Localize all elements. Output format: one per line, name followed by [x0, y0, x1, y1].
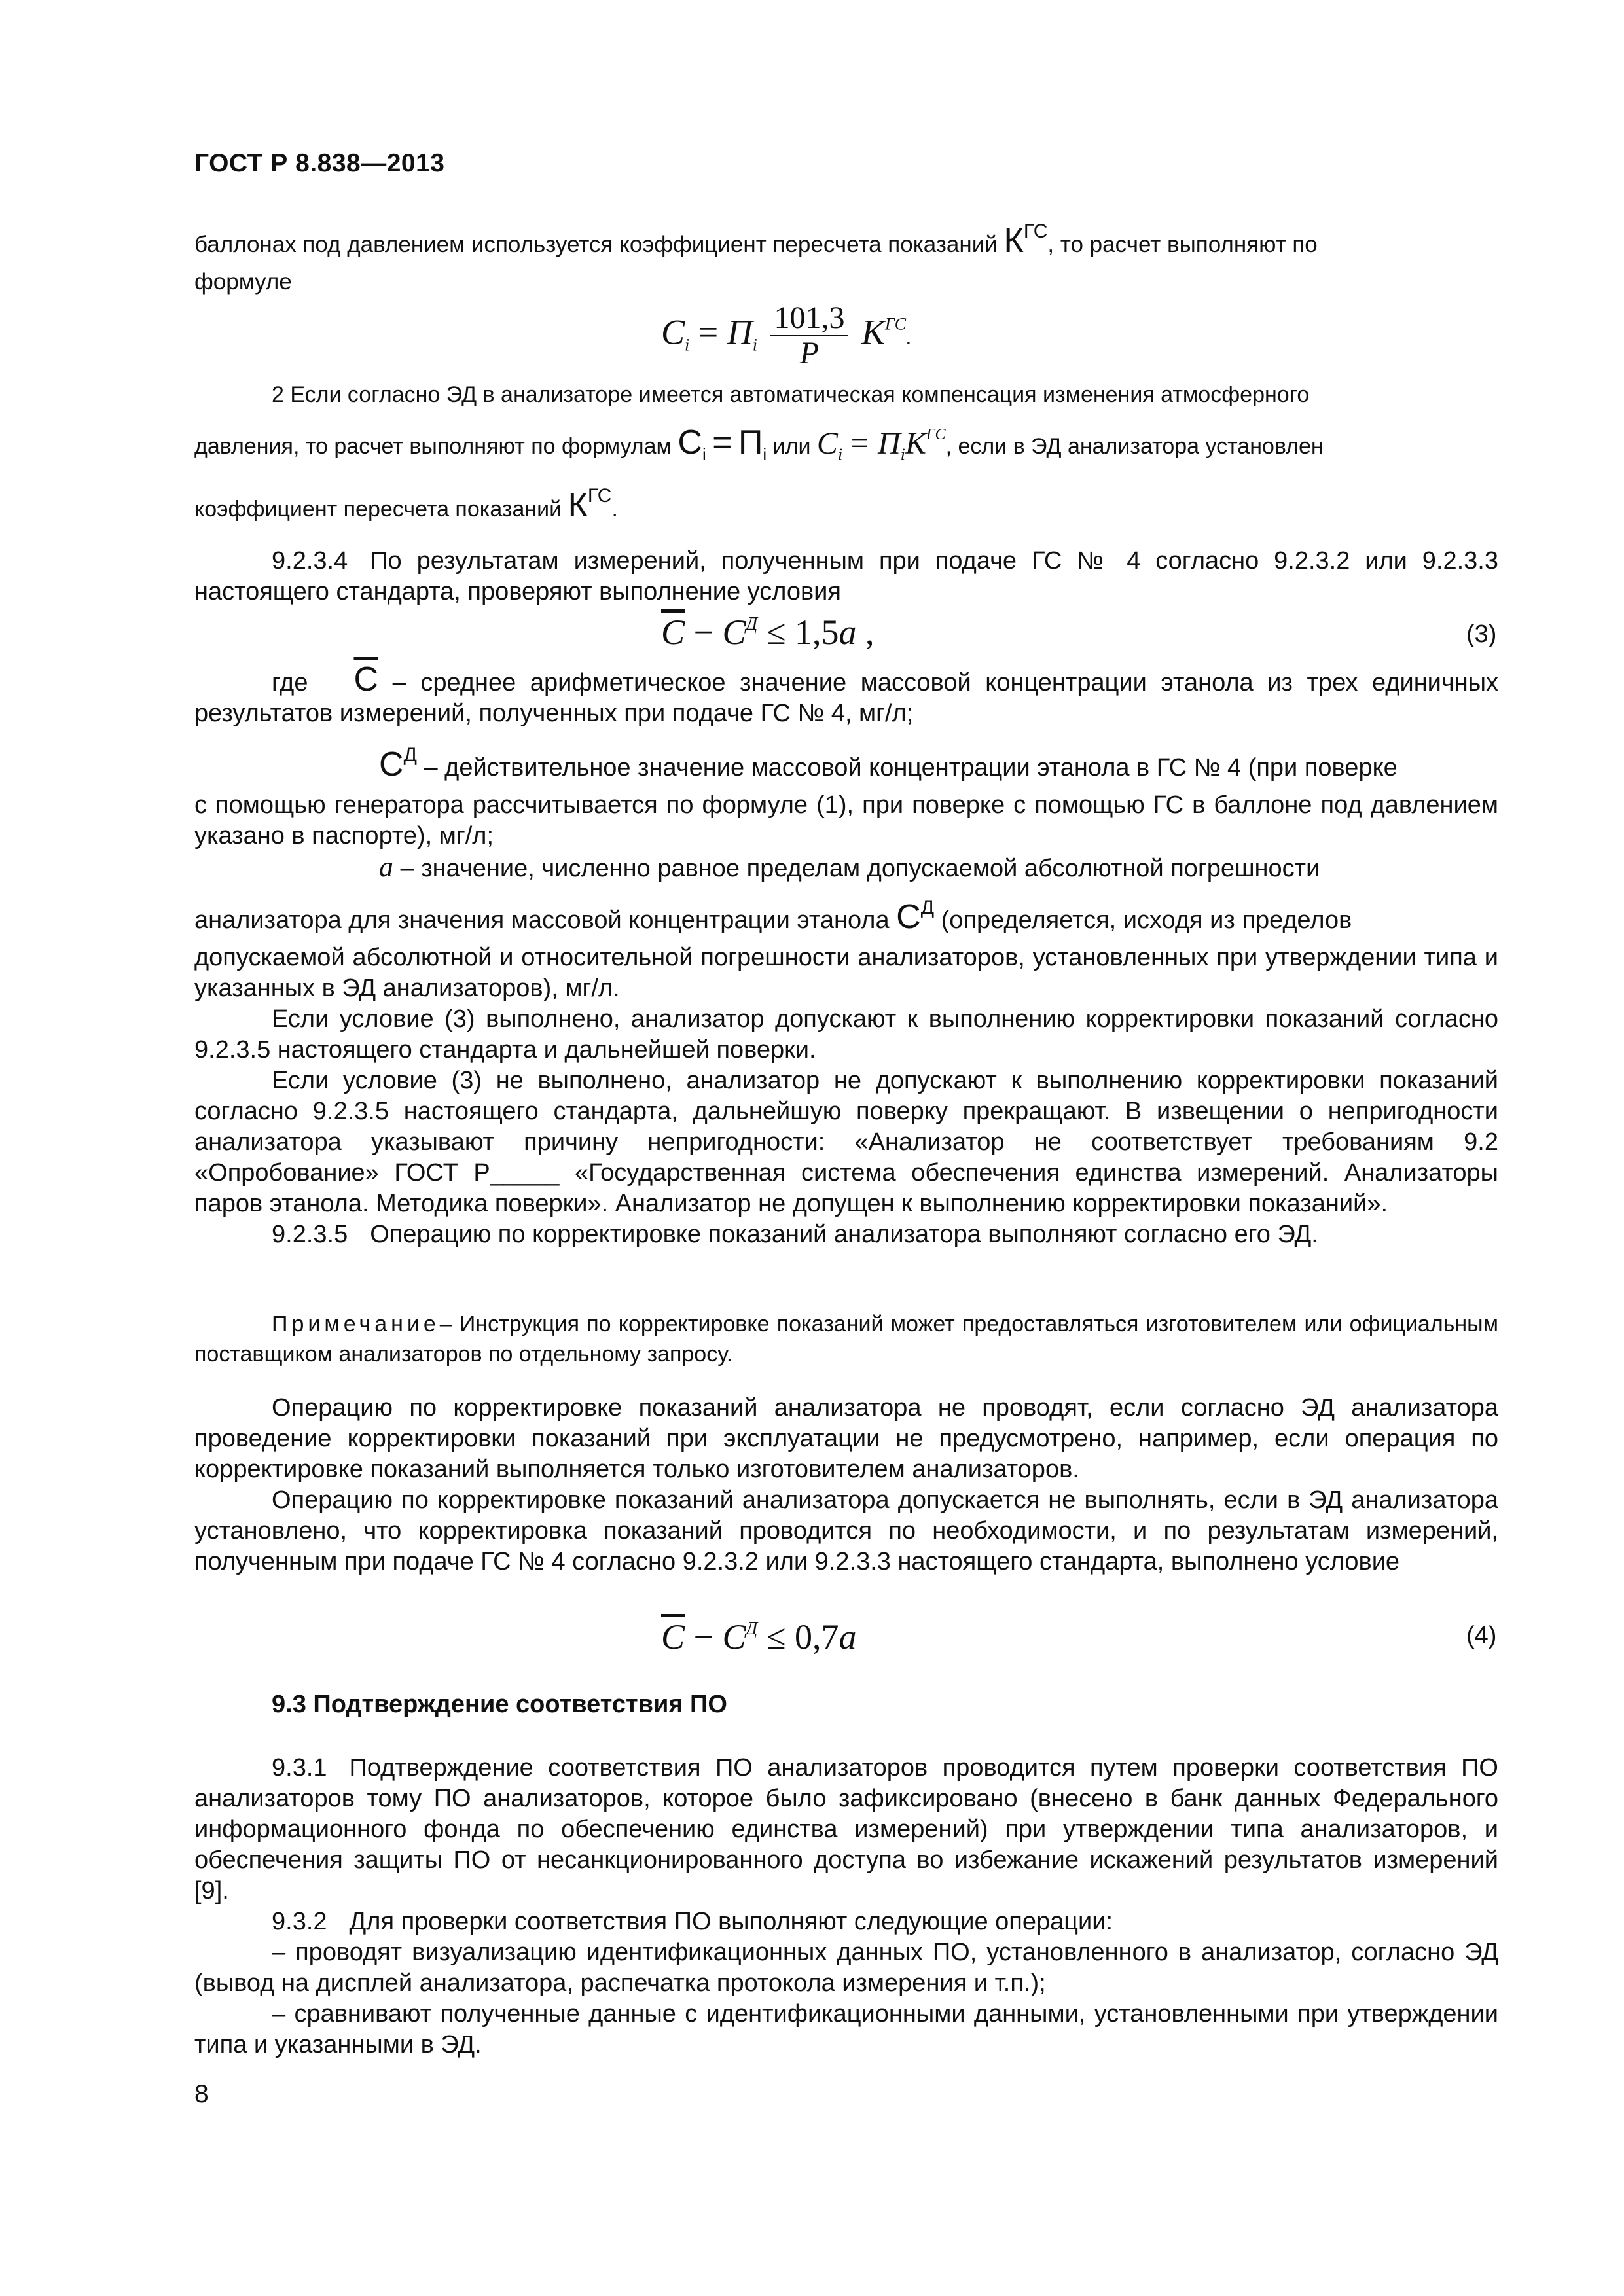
continuation-paragraph: [194, 216, 1498, 297]
k-symbol: К: [1003, 222, 1024, 260]
list-item: – сравнивают полученные данные с идентификационными данными, установленными при утверждении типа и указанными в ЭД.: [194, 2000, 1498, 2058]
condition-met-paragraph: Если условие (3) выполнено, анализатор допускают к выполнению корректировки показаний согласно 9.2.3.5 настоящего стандарта и дальнейшей поверки.: [194, 1005, 1498, 1064]
condition-failed-paragraph: Если условие (3) не выполнено, анализатор не допускают к выполнению корректировки показаний согласно 9.2.3.5 настоящего стандарта, дальнейшую поверку прекращают. В извещении о непригодности анализатора указывают причину непригодности: «Анализатор не соответствует требованиям 9.2 «Опробование» ГОСТ Р_____ «Государственная система обеспечения единства измерений. Анализаторы паров этанола. Методика поверки». Анализатор не допущен к выполнению корректировки показаний».: [194, 1067, 1498, 1217]
note-label: Примечание: [272, 1312, 440, 1336]
section-heading-9-3: 9.3 Подтверждение соответствия ПО: [272, 1691, 727, 1718]
document-code-header: ГОСТ Р 8.838—2013: [194, 149, 445, 177]
continuation-text-end: , то расчет выполняют по: [1047, 232, 1318, 257]
definitions: где $\overline{C}$ – среднее арифметическое значение массовой концентрации этанола из трех единичных результатов измерений, полученных при подаче ГС № 4, мг/л; $C^Д$ – действительное значение массовой концентрации этанола в ГС № 4 (при поверке с помощью генератора рассчитывается по формуле (1), при поверке с помощью ГС в баллоне под давлением указано в паспорте), мг/л; a – значение, численно равное пределам допускаемой абсолютной погрешности анализатора для значения массовой концентрации этанола $C^Д$ (определяется, исходя из пределов допускаемой абсолютной и относительной погрешности анализаторов, установленных при утверждении типа и указанных в ЭД анализаторов), мг/л. Если условие (3) выполнено, анализатор допускают к выполнению корректировки показаний согласно 9.2.3.5 настоящего стандарта и дальнейшей поверки. Если условие (3) не выполнено, анализатор не допускают к выполнению корректировки показаний согласно 9.2.3.5 настоящего стандарта, дальнейшую поверку прекращают. В извещении о непригодности анализатора указывают причину непригодности: «Анализатор не соответствует требованиям 9.2 «Опробование» ГОСТ Р_____ «Государственная система обеспечения единства измерений. Анализаторы паров этанола. Методика поверки». Анализатор не допущен к выполнению корректировки показаний». 9.2.3.5 Операцию по корректировке показаний анализатора выполняют согласно его ЭД.: [194, 664, 1498, 1250]
equation-number-4: (4): [1466, 1622, 1497, 1649]
fraction: $\frac{101,3}{P}$: [770, 301, 848, 370]
clause-9-2-3-4: 9.2.3.4 По результатам измерений, полученным при подаче ГС № 4 согласно 9.2.3.2 или 9.2.3.3 настоящего стандарта, проверяют выполнение условия: [194, 547, 1498, 605]
formula-intro: формуле: [194, 269, 292, 295]
formula-4: $\overline{C} - C^Д \le 0,7a$: [661, 1617, 857, 1657]
page-number: 8: [194, 2080, 209, 2108]
correction-paragraphs: Операцию по корректировке показаний анализатора не проводят, если согласно ЭД анализатора проведение корректировки показаний при эксплуатации не предусмотрено, например, если операция по корректировке показаний выполняется только изготовителем анализаторов. Операцию по корректировке показаний анализатора допускается не выполнять, если в ЭД анализатора установлено, что корректировка показаний проводится по необходимости, и по результатам измерений, полученным при подаче ГС № 4 согласно 9.2.3.2 или 9.2.3.3 настоящего стандарта, выполнено условие: [194, 1394, 1498, 1575]
list-item: – проводят визуализацию идентификационных данных ПО, установленного в анализатор, согласно ЭД (вывод на дисплей анализатора, распечатка протокола измерения и т.п.);: [194, 1939, 1498, 1997]
note-block: [194, 1309, 1498, 1369]
continuation-text: баллонах под давлением используется коэффициент пересчета показаний: [194, 232, 998, 257]
formula-concentration: $C_i = П_i$ $\frac{101,3}{P}$ $K^{ГС}$.: [661, 300, 911, 370]
section-9-3-body: [194, 1753, 1498, 2060]
k-superscript: ГС: [1023, 221, 1048, 242]
formula-3: $\overline{C} - C^Д \le 1,5a$ ,: [661, 613, 875, 652]
clause-9-3-1: 9.3.1 Подтверждение соответствия ПО анализаторов проводится путем проверки соответствия ПО анализаторов тому ПО анализаторов, которое было зафиксировано (внесено в банк данных Федерального информационного фонда по обеспечению единства измерений) при утверждении типа анализаторов, и обеспечения защиты ПО от несанкционированного доступа во избежание искажений результатов измерений [9].: [194, 1754, 1498, 1905]
clause-9-3-2: 9.3.2 Для проверки соответствия ПО выполняют следующие операции:: [272, 1908, 1113, 1935]
note-2: 2 Если согласно ЭД в анализаторе имеется автоматическая компенсация изменения атмосферного давления, то расчет выполняют по формулам $C_i = П_i$ или $C_i = П_iK^{ГС}$, если в ЭД анализатора установлен коэффициент пересчета показаний КГС.: [194, 382, 1324, 524]
equation-number-3: (3): [1466, 620, 1497, 648]
clause-9-2-3-5: 9.2.3.5 Операцию по корректировке показаний анализатора выполняют согласно его ЭД.: [272, 1221, 1318, 1248]
note-text: – Инструкция по корректировке показаний может предоставляться изготовителем или официальным поставщиком анализаторов по отдельному запросу.: [194, 1312, 1498, 1367]
